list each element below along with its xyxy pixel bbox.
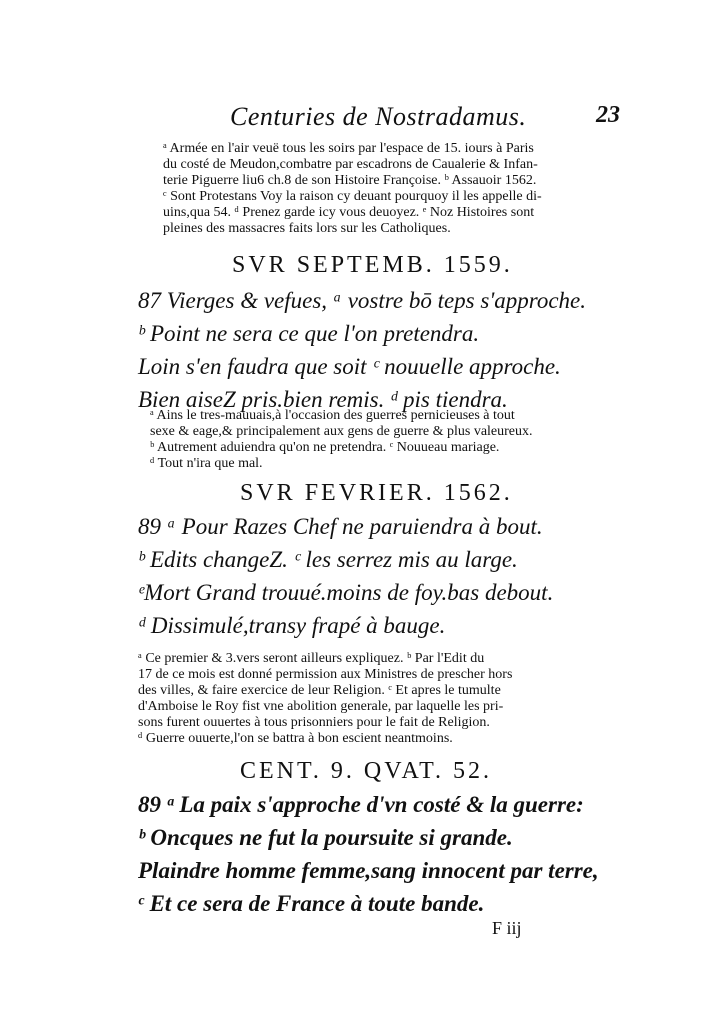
note-line: d'Amboise le Roy fist vne abolition generale, par laquelle les pri- [138, 699, 504, 714]
note-line: terie Piguerre liu6 ch.8 de son Histoire Françoise. ᵇ Assauoir 1562. [163, 173, 537, 188]
quatrain-89-feurier [138, 510, 553, 642]
note-line: sexe & eage,& principalement aux gens de guerre & plus valeureux. [150, 424, 533, 439]
note-line: ᵈ Guerre ouuerte,l'on se battra à bon escient neantmoins. [138, 731, 453, 746]
section-heading-septemb: SVR SEPTEMB. 1559. [232, 252, 513, 278]
verse-line: ᵇ Edits changeZ. ᶜ les serrez mis au large. [138, 547, 518, 572]
section-heading-cent9: CENT. 9. QVAT. 52. [240, 758, 492, 784]
signature-mark: F iij [492, 918, 522, 938]
verse-line: ᵈ Dissimulé,transy frapé à bauge. [138, 613, 446, 638]
verse-line: ᵇ Oncques ne fut la poursuite si grande. [138, 825, 513, 850]
quatrain-87 [138, 284, 586, 416]
note-line: ᵃ Ce premier & 3.vers seront ailleurs expliquez. ᵇ Par l'Edit du [138, 651, 485, 666]
running-title: Centuries de Nostradamus. [230, 102, 527, 131]
section-heading-feurier: SVR FEVRIER. 1562. [240, 480, 513, 506]
running-header [230, 102, 620, 136]
section1-notes [150, 408, 610, 472]
page-number: 23 [596, 102, 620, 128]
note-line: ᵃ Ains le tres-mauuais,à l'occasion des guerres pernicieuses à tout [150, 408, 515, 423]
verse-line: 89 ᵃ La paix s'approche d'vn costé & la guerre: [138, 792, 584, 817]
verse-line: Plaindre homme femme,sang innocent par terre, [138, 858, 599, 883]
note-line: pleines des massacres faits lors sur les Catholiques. [163, 221, 451, 236]
note-line: 17 de ce mois est donné permission aux Ministres de prescher hors [138, 667, 513, 682]
note-line: ᵈ Tout n'ira que mal. [150, 456, 263, 471]
verse-line: ᵉMort Grand trouué.moins de foy.bas debout. [138, 580, 554, 605]
verse-line: Loin s'en faudra que soit ᶜ nouuelle approche. [138, 354, 561, 379]
note-line: ᵇ Autrement aduiendra qu'on ne pretendra. ᶜ Nouueau mariage. [150, 440, 500, 455]
verse-line: 87 Vierges & vefues, ᵃ vostre bō teps s'approche. [138, 288, 587, 313]
quatrain-89-cent9 [138, 788, 599, 920]
verse-line: Bien aiseZ pris.bien remis. ᵈ pis tiendra. [138, 387, 508, 412]
note-line: du costé de Meudon,combatre par escadrons de Caualerie & Infan- [163, 157, 538, 172]
verse-line: ᵇ Point ne sera ce que l'on pretendra. [138, 321, 480, 346]
note-line: des villes, & faire exercice de leur Religion. ᶜ Et apres le tumulte [138, 683, 501, 698]
verse-line: ᶜ Et ce sera de France à toute bande. [138, 891, 485, 916]
note-line: uins,qua 54. ᵈ Prenez garde icy vous deuoyez. ᵉ Noz Histoires sont [163, 205, 535, 220]
note-line: ᵃ Armée en l'air veuë tous les soirs par l'espace de 15. iours à Paris [163, 141, 534, 156]
note-line: sons furent ouuertes à tous prisonniers pour le fait de Religion. [138, 715, 490, 730]
note-line: ᶜ Sont Protestans Voy la raison cy deuant pourquoy il les appelle di- [163, 189, 542, 204]
section2-notes [138, 651, 618, 747]
verse-line: 89 ᵃ Pour Razes Chef ne paruiendra à bout. [138, 514, 543, 539]
top-notes [163, 141, 603, 237]
